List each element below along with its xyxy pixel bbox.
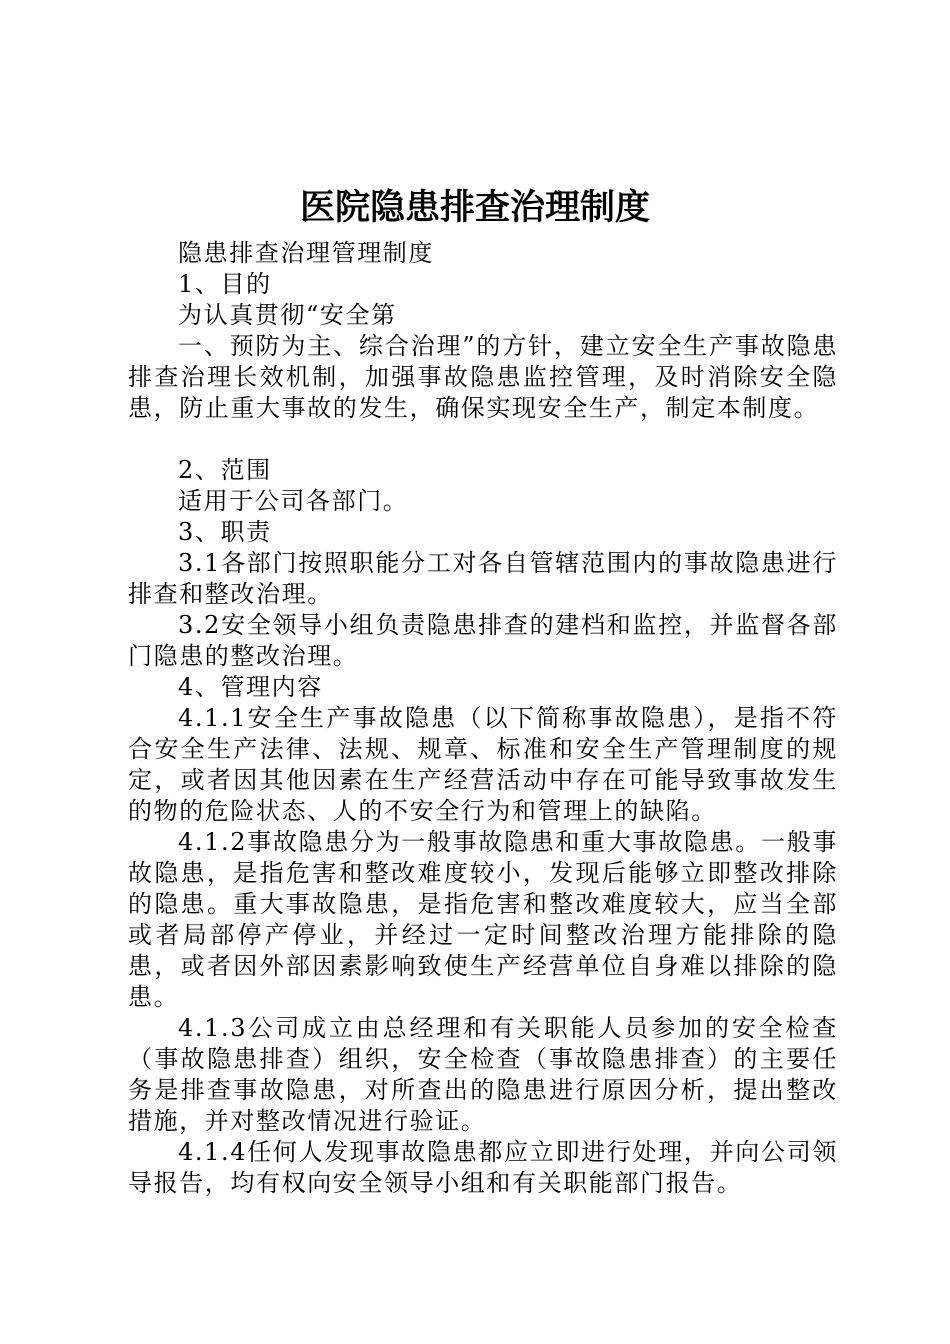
paragraph-4-1-1: 4.1.1安全生产事故隐患（以下简称事故隐患），是指不符合安全生产法律、法规、规章、标准和安全生产管理制度的规定，或者因其他因素在生产经营活动中存在可能导致事故发生的物的危险状态、人的不安全行为和管理上的缺陷。 — [128, 704, 838, 825]
heading-duties: 3、职责 — [178, 518, 272, 546]
paragraph-4-1-2: 4.1.2事故隐患分为一般事故隐患和重大事故隐患。一般事故隐患，是指危害和整改难度较小，发现后能够立即整改排除的隐患。重大事故隐患，是指危害和整改难度较大，应当全部或者局部停产停业，并经过一定时间整改治理方能排除的隐患，或者因外部因素影响致使生产经营单位自身难以排除的隐患。 — [128, 828, 838, 1011]
paragraph-subtitle: 隐患排查治理管理制度 — [178, 239, 434, 267]
paragraph-purpose-body: 一、预防为主、综合治理”的方针，建立安全生产事故隐患排查治理长效机制，加强事故隐患监控管理，及时消除安全隐患，防止重大事故的发生，确保实现安全生产，制定本制度。 — [128, 332, 838, 422]
paragraph-duty-3-1: 3.1各部门按照职能分工对各自管辖范围内的事故隐患进行排查和整改治理。 — [128, 549, 838, 608]
heading-purpose: 1、目的 — [178, 270, 272, 298]
paragraph-gap — [128, 424, 838, 455]
paragraph-4-1-4: 4.1.4任何人发现事故隐患都应立即进行处理，并向公司领导报告，均有权向安全领导小组和有关职能部门报告。 — [128, 1138, 838, 1197]
document-title: 医院隐患排查治理制度 — [299, 188, 650, 228]
paragraph-duty-3-2: 3.2安全领导小组负责隐患排查的建档和监控，并监督各部门隐患的整改治理。 — [128, 611, 838, 670]
heading-management: 4、管理内容 — [178, 673, 323, 701]
paragraph-scope: 适用于公司各部门。 — [178, 487, 409, 515]
paragraph-purpose-start: 为认真贯彻“安全第 — [178, 301, 397, 329]
document-body — [128, 238, 838, 1199]
paragraph-4-1-3: 4.1.3公司成立由总经理和有关职能人员参加的安全检查（事故隐患排查）组织，安全检查（事故隐患排查）的主要任务是排查事故隐患，对所查出的隐患进行原因分析，提出整改措施，并对整改情况进行验证。 — [128, 1014, 838, 1135]
heading-scope: 2、范围 — [178, 456, 272, 484]
